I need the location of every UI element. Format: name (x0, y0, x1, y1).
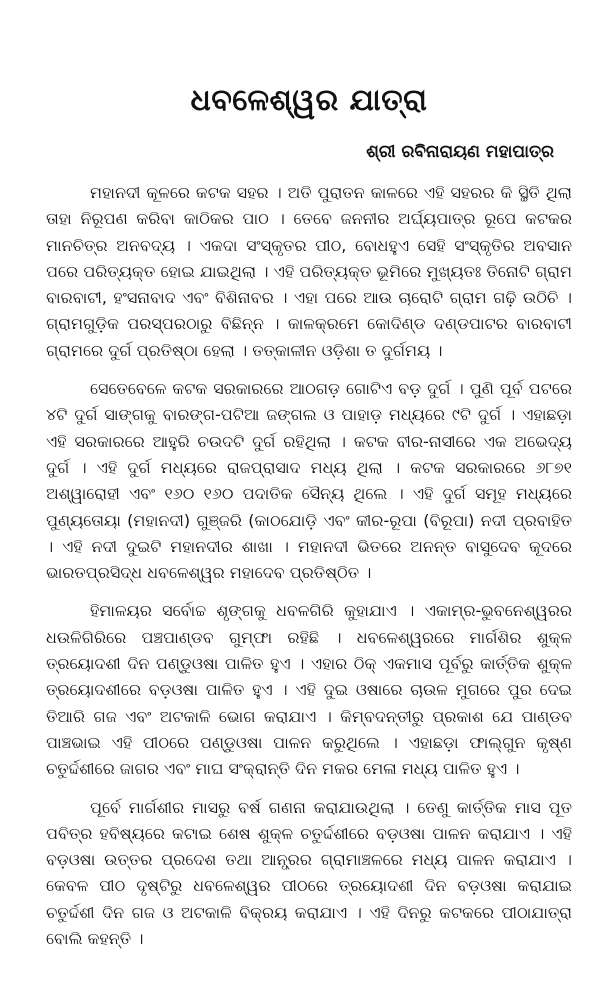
paragraph-1: ମହାନଦୀ କୂଳରେ କଟକ ସହର । ଅତି ପୁରାତନ କାଳରେ ଏହି ସହରର କି ସ୍ଥିତି ଥିଲା ତାହା ନିରୂପଣ କରିବା କାଠିକର ପାଠ । ତେବେ ଜନନୀର ଅର୍ଘ୍ୟପାତ୍ର ରୂପେ କଟକର ମାନଚିତ୍ର ଅନବଦ୍ୟ । ଏକଦା ସଂସ୍କୃତର ପୀଠ, ବୋଧହୁଏ ସେହି ସଂସ୍କୃତିର ଅବସାନ ପରେ ପରିତ୍ୟକ୍ତ ହୋଇ ଯାଇଥିଲା । ଏହି ପରିତ୍ୟକ୍ତ ଭୂମିରେ ମୁଖ୍ୟତଃ ତିନୋଟି ଗ୍ରାମ ବାରବାଟୀ, ହଂସନାବାଦ ଏବଂ ବିଶିନାବର । ଏହା ପରେ ଆଉ ଚାରୋଟି ଗ୍ରାମ ଗଢ଼ି ଉଠିଚି । ଗ୍ରାମଗୁଡ଼ିକ ପରସ୍ପରଠାରୁ ବିଛିନ୍ନ । କାଳକ୍ରମେ କୋଦିଣ୍ଡ ଦଣ୍ଡପାଟର ବାରବାଟୀ ଗ୍ରାମରେ ଦୁର୍ଗ ପ୍ରତିଷ୍ଠା ହେଲା । ତତ୍କାଳୀନ ଓଡ଼ିଶା ତ ଦୁର୍ଗମୟ । (46, 183, 572, 360)
paragraph-3: ହିମାଳୟର ସର୍ବୋଚ୍ଚ ଶୃଙ୍ଗକୁ ଧବଳଗିରି କୁହାଯାଏ । ଏକାମ୍ର-ଭୁବନେଶ୍ୱରର ଧଉଳିଗିରିରେ ପଞ୍ଚପାଣ୍ଡବ ଗୁମ୍ଫା ରହିଛି । ଧବଳେଶ୍ୱରରେ ମାର୍ଗଶିର ଶୁକ୍ଳ ତ୍ରୟୋଦଶୀ ଦିନ ପଣ୍ଡୁଓଷା ପାଳିତ ହୁଏ । ଏହାର ଠିକ୍ ଏକମାସ ପୂର୍ବରୁ କାର୍ତ୍ତିକ ଶୁକ୍ଳ ତ୍ରୟୋଦଶୀରେ ବଡ଼ଓଷା ପାଳିତ ହୁଏ । ଏହି ଦୁଇ ଓଷାରେ ଚାଉଳ ମୁଗରେ ପୁର ଦେଇ ତିଆରି ଗଜ ଏବଂ ଅଟକାଳି ଭୋଗ କରାଯାଏ । କିମ୍ବଦନ୍ତୀରୁ ପ୍ରକାଶ ଯେ ପାଣ୍ଡବ ପାଞ୍ଚଭାଇ ଏହି ପୀଠରେ ପଣ୍ଡୁଓଷା ପାଳନ କରୁଥିଲେ । ଏହାଛଡ଼ା ଫାଲ୍ଗୁନ କୃଷ୍ଣ ଚତୁର୍ଦ୍ଦଶୀରେ ଜାଗର ଏବଂ ମାଘ ସଂକ୍ରାନ୍ତି ଦିନ ମକର ମେଳା ମଧ୍ୟ ପାଳିତ ହୁଏ । (46, 601, 572, 779)
article-title: ଧବଳେଶ୍ୱର ଯାତ୍ରା (190, 83, 428, 118)
paragraph-2: ସେତେବେଳେ କଟକ ସରକାରରେ ଆଠଗଡ଼ ଗୋଟିଏ ବଡ଼ ଦୁର୍ଗ । ପୁଣି ପୂର୍ବ ପଟରେ ୪ଟି ଦୁର୍ଗ ସାଙ୍ଗକୁ ବାରଙ୍ଗ-ପଟିଆ ଜଙ୍ଗଲ ଓ ପାହାଡ଼ ମଧ୍ୟରେ ୯ଟି ଦୁର୍ଗ । ଏହାଛଡ଼ା ଏହି ସରକାରରେ ଆହୁରି ଚଉଦଟି ଦୁର୍ଗ ରହିଥିଲା । କଟକ ବୀର-ନାସୀରେ ଏକ ଅଭେଦ୍ୟ ଦୁର୍ଗ । ଏହି ଦୁର୍ଗ ମଧ୍ୟରେ ରାଜପ୍ରାସାଦ ମଧ୍ୟ ଥିଲା । କଟକ ସରକାରରେ ୬୮୭୧ ଅଶ୍ୱାରୋହୀ ଏବଂ ୧୬୦ ୧୬୦ ପଦାତିକ ସୈନ୍ୟ ଥିଲେ । ଏହି ଦୁର୍ଗ ସମୂହ ମଧ୍ୟରେ ପୁଣ୍ୟତୋୟା (ମହାନଦୀ) ଗୁଞ୍ଜରି (କାଠଯୋଡ଼ି ଏବଂ କୀର-ରୂପା (ବିରୂପା) ନଦୀ ପ୍ରବାହିତ । ଏହି ନଦୀ ଦୁଇଟି ମହାନଦୀର ଶାଖା । ମହାନଦୀ ଭିତରେ ଅନନ୍ତ ବାସୁଦେବ କୂଦରେ ଭାରତପ୍ରସିଦ୍ଧ ଧବଳେଶ୍ୱର ମହାଦେବ ପ୍ରତିଷ୍ଠିତ । (46, 379, 572, 583)
author-name: ଶ୍ରୀ ରବିନାରାୟଣ ମହାପାତ୍ର (366, 142, 554, 162)
paragraph-4: ପୂର୍ବେ ମାର୍ଗଶୀର ମାସରୁ ବର୍ଷ ଗଣନା କରାଯାଉଥିଲା । ତେଣୁ କାର୍ତ୍ତିକ ମାସ ପୂତ ପବିତ୍ର ହବିଷ୍ୟରେ କଟାଇ ଶେଷ ଶୁକ୍ଳ ଚତୁର୍ଦ୍ଦଶୀରେ ବଡ଼ଓଷା ପାଳନ କରାଯାଏ । ଏହି ବଡ଼ଓଷା ଉତ୍ତର ପ୍ରଦେଶ ତଥା ଆନ୍ଧ୍ରର ଗ୍ରାମାଞ୍ଚଳରେ ମଧ୍ୟ ପାଳନ କରାଯାଏ । କେବଳ ପୀଠ ଦୃଷ୍ଟିରୁ ଧବଳେଶ୍ୱର ପୀଠରେ ତ୍ରୟୋଦଶୀ ଦିନ ବଡ଼ଓଷା କରାଯାଇ ଚତୁର୍ଦ୍ଦଶୀ ଦିନ ଗଜ ଓ ଅଟକାଳି ବିକ୍ରୟ କରାଯାଏ । ଏହି ଦିନରୁ କଟକରେ ପୀଠାଯାତ୍ରା ବୋଲି କହନ୍ତି । (46, 797, 572, 949)
article-body (46, 180, 572, 952)
